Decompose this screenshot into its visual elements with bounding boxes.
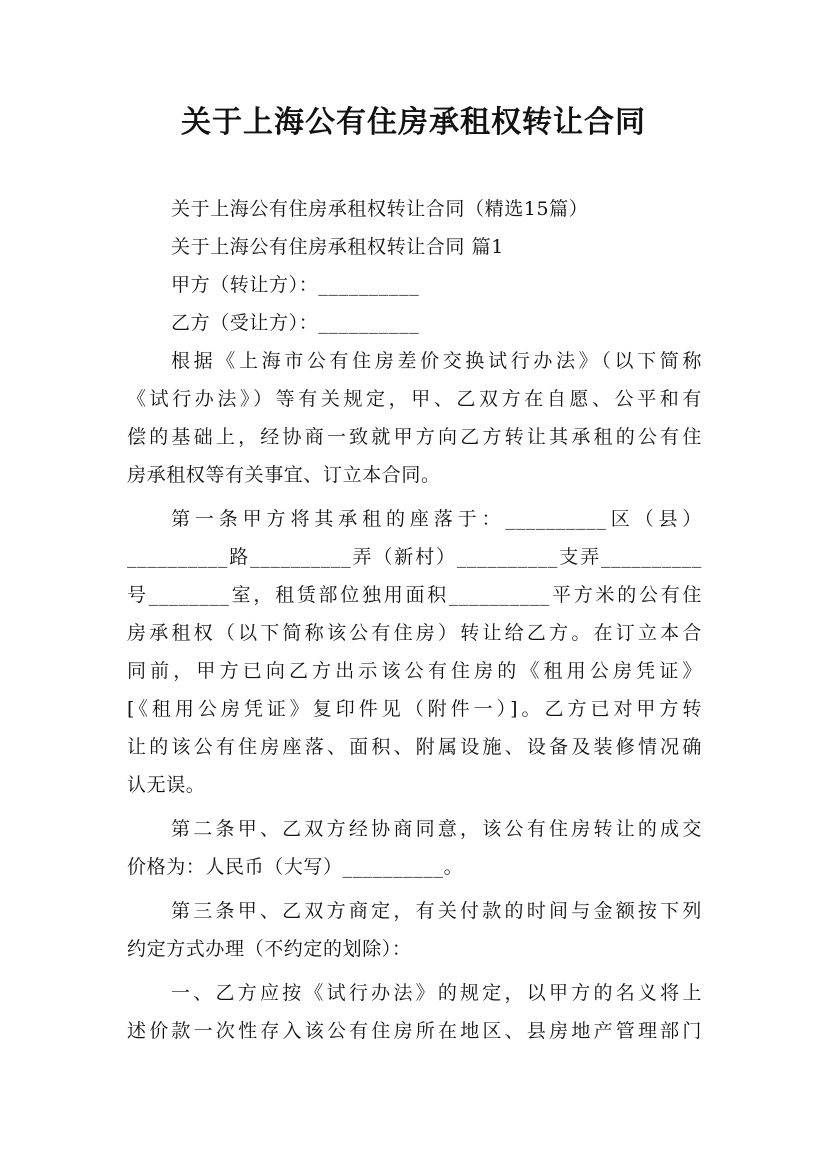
- text-line: __________路__________弄（新村）__________支弄__________: [127, 546, 702, 568]
- text-line: 让的该公有住房座落、面积、附属设施、设备及装修情况确: [127, 736, 702, 758]
- text-line: 乙方（受让方）：__________: [171, 312, 420, 334]
- text-line: 根据《上海市公有住房差价交换试行办法》（以下简称: [171, 350, 702, 372]
- text-line: 号________室，租赁部位独用面积__________平方米的公有住: [127, 584, 702, 606]
- text-line: 第二条甲、乙双方经协商同意，该公有住房转让的成交: [171, 818, 702, 840]
- text-line: 认无误。: [127, 774, 206, 796]
- text-line: 同前，甲方已向乙方出示该公有住房的《租用公房凭证》: [127, 660, 702, 682]
- text-line: 第三条甲、乙双方商定，有关付款的时间与金额按下列: [171, 900, 702, 922]
- document-title: 关于上海公有住房承租权转让合同: [181, 105, 646, 140]
- document-body: [127, 190, 702, 1050]
- text-line: 房承租权（以下简称该公有住房）转让给乙方。在订立本合: [127, 622, 702, 644]
- text-line: 一、乙方应按《试行办法》的规定，以甲方的名义将上: [171, 982, 702, 1004]
- text-line: 房承租权等有关事宜、订立本合同。: [127, 464, 441, 486]
- text-line: 约定方式办理（不约定的划除）：: [127, 938, 412, 960]
- text-line: [《租用公房凭证》复印件见（附件一）]。乙方已对甲方转: [127, 698, 702, 720]
- text-line: 偿的基础上，经协商一致就甲方向乙方转让其承租的公有住: [127, 426, 702, 448]
- text-line: 价格为：人民币（大写）__________。: [127, 856, 464, 878]
- text-line: 第一条甲方将其承租的座落于：__________区（县）: [171, 508, 702, 530]
- text-line: 《试行办法》）等有关规定，甲、乙双方在自愿、公平和有: [127, 388, 702, 410]
- text-line: 关于上海公有住房承租权转让合同（精选15篇）: [171, 198, 589, 220]
- text-line: 关于上海公有住房承租权转让合同 篇1: [171, 236, 504, 258]
- text-line: 甲方（转让方）：__________: [171, 274, 420, 296]
- text-line: 述价款一次性存入该公有住房所在地区、县房地产管理部门: [127, 1020, 702, 1042]
